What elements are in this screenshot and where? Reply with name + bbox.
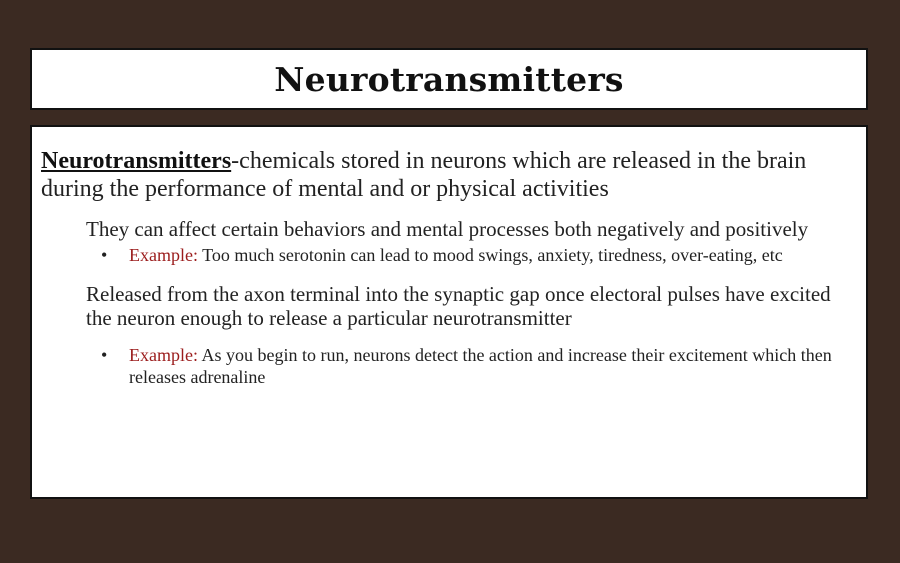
- definition: [41, 147, 856, 203]
- bullet-2-content: [129, 344, 856, 388]
- bullet-2: [101, 344, 856, 388]
- example-text: As you begin to run, neurons detect the action and increase their excitement which then releases adrenaline: [129, 345, 832, 387]
- bullet-dot: •: [101, 345, 108, 365]
- example-label: Example:: [129, 245, 198, 265]
- point-1: They can affect certain behaviors and mental processes both negatively and positively: [86, 217, 809, 241]
- bullet-1-content: [129, 244, 783, 266]
- title-box: [30, 48, 868, 110]
- example-label: Example:: [129, 345, 198, 365]
- bullet-1: [101, 244, 856, 266]
- slide-title: Neurotransmitters: [274, 59, 624, 99]
- definition-text: -chemicals stored in neurons which are released in the brain during the performance of mental and or physical activities: [41, 148, 807, 202]
- example-text: Too much serotonin can lead to mood swings, anxiety, tiredness, over-eating, etc: [197, 245, 783, 265]
- definition-term: Neurotransmitters: [41, 148, 232, 174]
- point-2: Released from the axon terminal into the synaptic gap once electoral pulses have excited the neuron enough to release a particular neurotransmitter: [86, 282, 831, 330]
- bullet-dot: •: [101, 245, 108, 265]
- content-box: [30, 125, 868, 499]
